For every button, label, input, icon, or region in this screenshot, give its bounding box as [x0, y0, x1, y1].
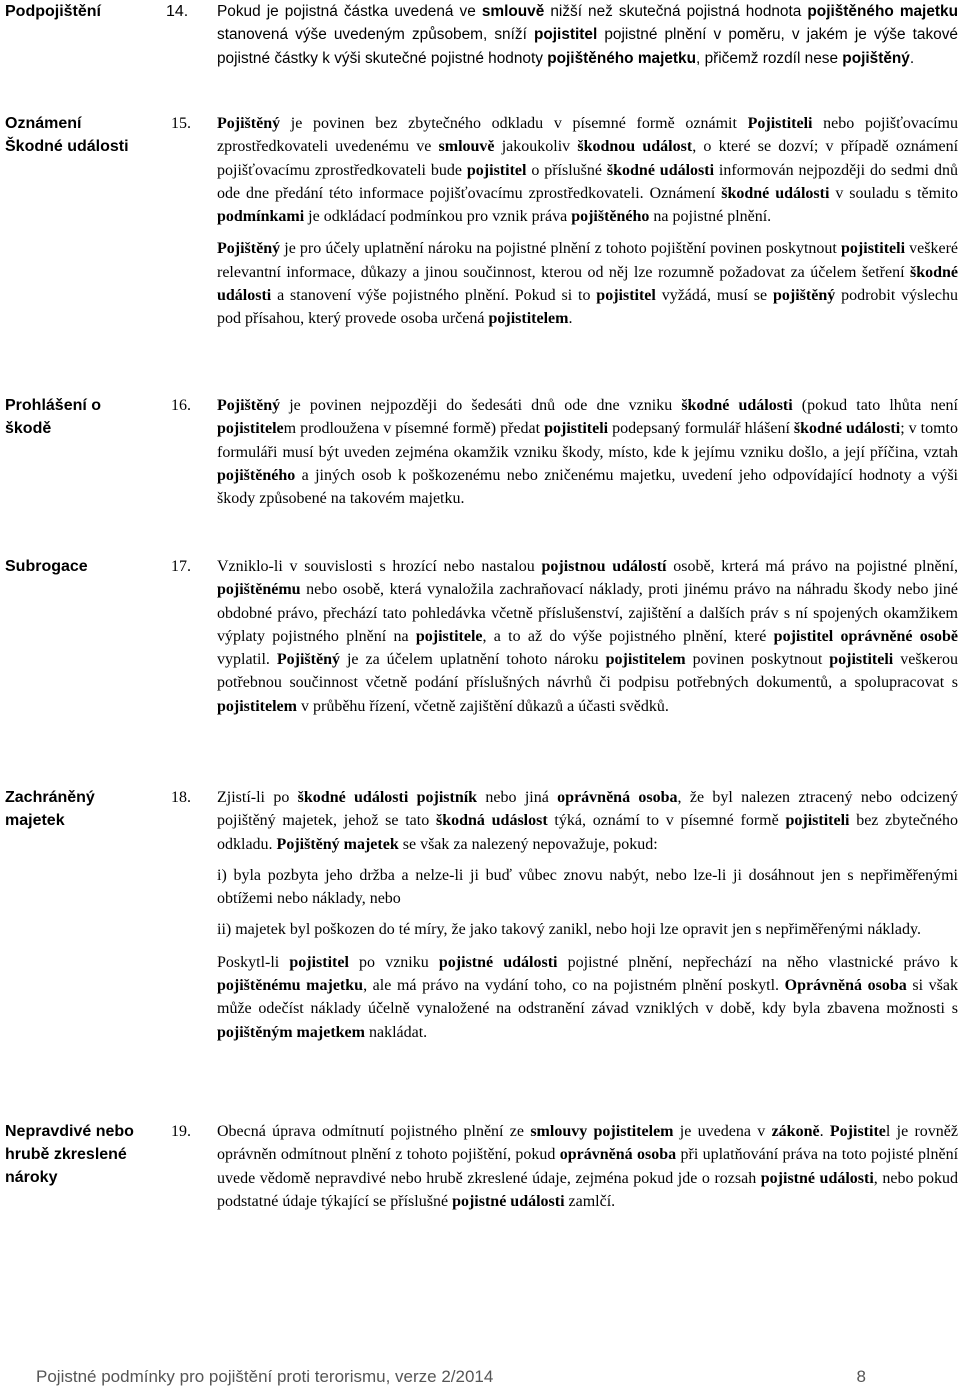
defined-term: škodné události pojistník [297, 789, 478, 806]
text-run: je pro účely uplatnění nároku na pojistné plnění z tohoto pojištění povinen poskytnout [280, 240, 842, 258]
section-title-line: Škodné události [5, 138, 129, 155]
text-run: osobě, krterá má právo na pojistné plnění, [666, 558, 959, 575]
clause-body [217, 112, 958, 331]
defined-term: pojistitel [596, 287, 656, 305]
defined-term: škodné události [681, 397, 793, 414]
text-run: Pokud je pojistná částka uvedená ve [217, 3, 482, 20]
text-run: . [819, 1123, 830, 1140]
section-title-line: hrubě zkreslené [5, 1146, 127, 1163]
clause-paragraph [217, 1120, 958, 1213]
defined-term: škodné události [793, 420, 901, 438]
defined-term: pojištěnému majetku [217, 977, 364, 995]
clause-body [217, 1120, 958, 1213]
defined-term: pojistné události [438, 953, 558, 971]
text-run: a stanovení výše pojistného plnění. Pokud si to [271, 287, 597, 305]
section-title [5, 555, 155, 578]
defined-term: pojistitel [466, 161, 527, 179]
section-title [5, 786, 155, 832]
defined-term: pojistitel [533, 26, 598, 44]
text-run: vyplatil. [217, 651, 277, 669]
clause-paragraph [217, 918, 958, 941]
text-run: , o které se dozví; v případě oznámení pojišťovacímu zprostředkovateli bude [217, 138, 959, 179]
text-run: v souladu s těmito [829, 184, 958, 202]
text-run: nižší než skutečná pojistná hodnota [544, 3, 808, 20]
text-run: ii) majetek byl poškozen do té míry, že jako takový zanikl, nebo hoji lze opravit jen s nepřiměřenými náklady. [217, 921, 921, 939]
clause-paragraph [217, 951, 958, 1044]
clause-number: 19. [171, 1123, 191, 1140]
footer-document-title: Pojistné podmínky pro pojištění proti terorismu, verze 2/2014 [36, 1367, 494, 1386]
defined-term: pojištěnému [217, 581, 301, 599]
text-run: při uplatňování práva na toto pojisté plnění uvede vědomě nepravdivé nebo hrubě zkreslené údaje, zejména pokud jde o rozsah [217, 1146, 959, 1187]
clause-number: 17. [171, 558, 191, 575]
defined-term: pojistiteli [841, 240, 906, 258]
clause-paragraph [217, 394, 958, 510]
text-run: pojistné plnění v poměru, v jakém je výše takové pojistné částky k výši skutečné pojistné hodnoty [217, 26, 958, 67]
text-run: nebo pojišťovacímu zprostředkovateli uvedenému ve [217, 115, 958, 156]
text-run: se však za nalezený nepovažuje, pokud: [398, 835, 658, 853]
defined-term: pojištěným majetkem [217, 1023, 365, 1041]
section-title [5, 112, 155, 158]
section-title-line: nároky [5, 1169, 58, 1186]
clause-paragraph [217, 112, 958, 228]
text-run: l je rovněž oprávněn odmítnout plnění z tohoto pojištění, pokud [217, 1123, 959, 1164]
defined-term: škodné události [721, 184, 830, 202]
text-run: po vzniku [348, 953, 439, 971]
text-run: je za účelem uplatnění tohoto nároku [339, 651, 606, 669]
text-run: Vzniklo-li v souvislosti s hrozící nebo nastalou [217, 558, 542, 575]
text-run: bez zbytečného odkladu. [217, 812, 959, 853]
clause-number: 18. [171, 789, 191, 806]
defined-term: pojistiteli [829, 651, 894, 669]
text-run: , ale má právo na vydání toho, co na pojistném plnění poskytl. [363, 977, 785, 995]
text-run: v průběhu řízení, včetně zajištění důkazů a účasti svědků. [296, 697, 669, 715]
text-run: Obecná úprava odmítnutí pojistného plnění ze [217, 1123, 531, 1140]
section-title-line: Nepravdivé nebo [5, 1123, 134, 1140]
defined-term: Pojištěný [217, 240, 281, 258]
page-footer [36, 1366, 866, 1388]
defined-term: pojistné události [760, 1169, 874, 1187]
text-run: nebo jiná [477, 789, 558, 806]
text-run: informován nejpozději do sedmi dnů ode dne předání této informace pojišťovacímu zprostředkovateli. Oznámení [217, 161, 959, 202]
text-run: je povinen bez zbytečného odkladu v písemné formě oznámit [280, 115, 748, 132]
text-run: , nebo pokud podstatné údaje týkající se příslušné [217, 1169, 959, 1210]
clause-body [217, 555, 958, 718]
page-number: 8 [856, 1367, 866, 1386]
defined-term: Pojištěný majetek [276, 835, 399, 853]
clause-body [217, 0, 958, 70]
text-run: podrobit výslechu pod přísahou, který provede osoba určená [217, 287, 959, 328]
text-run: jakoukoliv [494, 138, 578, 156]
clause-paragraph [217, 237, 958, 330]
text-run: pojistné plnění, nepřechází na něho vlastnické právo k [557, 953, 959, 971]
defined-term: Pojistite [829, 1123, 886, 1140]
defined-term: pojištěný [772, 287, 836, 305]
text-run: zamlčí. [564, 1192, 616, 1210]
defined-term: pojistitele [415, 627, 483, 645]
text-run: , a to až do výše pojistného plnění, které [482, 627, 774, 645]
text-run: veškeré relevantní informace, důkazy a jinou součinnost, kterou od něj lze rozumně požadovat za účelem šetření [217, 240, 959, 281]
section-title-line: Podpojištění [5, 3, 101, 20]
defined-term: pojištěný [842, 49, 910, 67]
defined-term: smlouvy pojistitelem [530, 1123, 674, 1140]
text-run: podepsaný formulář hlášení [608, 420, 794, 438]
defined-term: pojistitele [217, 420, 284, 438]
section-title [5, 1120, 155, 1189]
defined-term: pojištěného majetku [807, 3, 958, 20]
text-run: je odkládací podmínkou pro vznik práva [304, 208, 572, 226]
defined-term: pojištěného majetku [547, 49, 697, 67]
text-run: (pokud tato lhůta není [792, 397, 958, 414]
clause-paragraph [217, 0, 958, 70]
defined-term: Pojištěný [217, 397, 281, 414]
defined-term: pojistiteli [544, 420, 609, 438]
clause-body [217, 394, 958, 510]
text-run: je povinen nejpozději do šedesáti dnů ode dne vzniku [280, 397, 682, 414]
text-run: si však může odečíst náklady účelně vynaložené na odstranění závad vzniklých v době, kdy byla zbavena možnosti s [217, 977, 959, 1018]
clause-number: 16. [171, 397, 191, 414]
section-title-line: škodě [5, 420, 52, 437]
defined-term: pojistné události [452, 1192, 565, 1210]
defined-term: pojistitelem [488, 310, 569, 328]
text-run: nakládat. [364, 1023, 428, 1041]
section-title [5, 394, 155, 440]
defined-term: pojistiteli [785, 812, 850, 830]
text-run: . [909, 49, 915, 67]
defined-term: pojištěného [217, 466, 296, 484]
clause-paragraph [217, 555, 958, 718]
text-run: vyžádá, musí se [655, 287, 773, 305]
text-run: ; v tomto formuláři musí být uveden zejména okamžik vzniku škody, místo, kde k jejímu vzniku došlo, a její příčina, vztah [217, 420, 958, 461]
clause-number: 14. [166, 3, 189, 20]
section-title [5, 0, 155, 23]
defined-term: pojistitelem [217, 697, 297, 715]
defined-term: škodné události [606, 161, 715, 179]
section-title-line: Zachráněný [5, 789, 95, 806]
clause-paragraph [217, 864, 958, 911]
section-title-line: majetek [5, 812, 65, 829]
text-run: Poskytl-li [217, 953, 290, 971]
defined-term: škodnou událost [577, 138, 693, 156]
defined-term: Pojištěný [276, 651, 340, 669]
text-run: veškerou potřebnou součinnost včetně podání příslušných návrhů či podpisu potřebných dokumentů, a spolupracovat s [217, 651, 958, 692]
text-run: nebo osobě, která vynaložila zachraňovací náklady, proti jinému právo na náhradu škody nebo jiné obdobné právo, přechází tato pohledávka včetně příslušenství, zajištění a dalších práv s ní spojených okamžikem výplaty pojistného plnění na [217, 581, 958, 645]
defined-term: pojištěného [571, 208, 650, 226]
defined-term: Oprávněná osoba [784, 977, 907, 995]
defined-term: škodná udáslost [435, 812, 548, 830]
defined-term: Pojištěný [217, 115, 281, 132]
defined-term: podmínkami [217, 208, 305, 226]
text-run: týká, oznámí to v písemné formě [547, 812, 786, 830]
text-run: povinen poskytnout [685, 651, 830, 669]
section-title-line: Oznámení [5, 115, 82, 132]
clause-paragraph [217, 786, 958, 856]
defined-term: pojistitelem [605, 651, 686, 669]
defined-term: oprávněná osoba [559, 1146, 677, 1164]
clause-number: 15. [171, 115, 191, 132]
clause-body [217, 786, 958, 1044]
defined-term: zákoně [771, 1123, 820, 1140]
text-run: na pojistné plnění. [649, 208, 772, 226]
defined-term: pojistitel [289, 953, 349, 971]
text-run: Zjistí-li po [217, 789, 298, 806]
text-run: , přičemž rozdíl nese [696, 49, 843, 67]
defined-term: oprávněná osoba [557, 789, 678, 806]
text-run: m prodloužena v písemné formě) předat [283, 420, 545, 438]
defined-term: smlouvě [481, 3, 545, 20]
defined-term: pojistitel oprávněné osobě [773, 627, 958, 645]
defined-term: smlouvě [438, 138, 495, 156]
defined-term: škodné události [217, 263, 958, 305]
text-run: , že byl nalezen ztracený nebo odcizený pojištěný majetek, jehož se tato [217, 789, 959, 830]
defined-term: Pojistiteli [747, 115, 813, 132]
text-run: i) byla pozbyta jeho držba a nelze-li ji buď vůbec znovu nabýt, nebo lze-li ji dosáhnout jen s nepřiměřenými obtížemi nebo náklady, nebo [217, 866, 958, 908]
text-run: . [568, 310, 573, 328]
section-title-line: Subrogace [5, 558, 88, 575]
defined-term: pojistnou událostí [541, 558, 667, 575]
text-run: stanovená výše uvedeným způsobem, sníží [217, 26, 534, 44]
text-run: je uvedena v [673, 1123, 772, 1140]
text-run: a jiných osob k poškozenému nebo zničenému majetku, uvedení jeho odpovídající hodnoty a výši škody způsobené na takovém majetku. [217, 466, 958, 508]
section-title-line: Prohlášení o [5, 397, 102, 414]
text-run: o příslušné [526, 161, 607, 179]
